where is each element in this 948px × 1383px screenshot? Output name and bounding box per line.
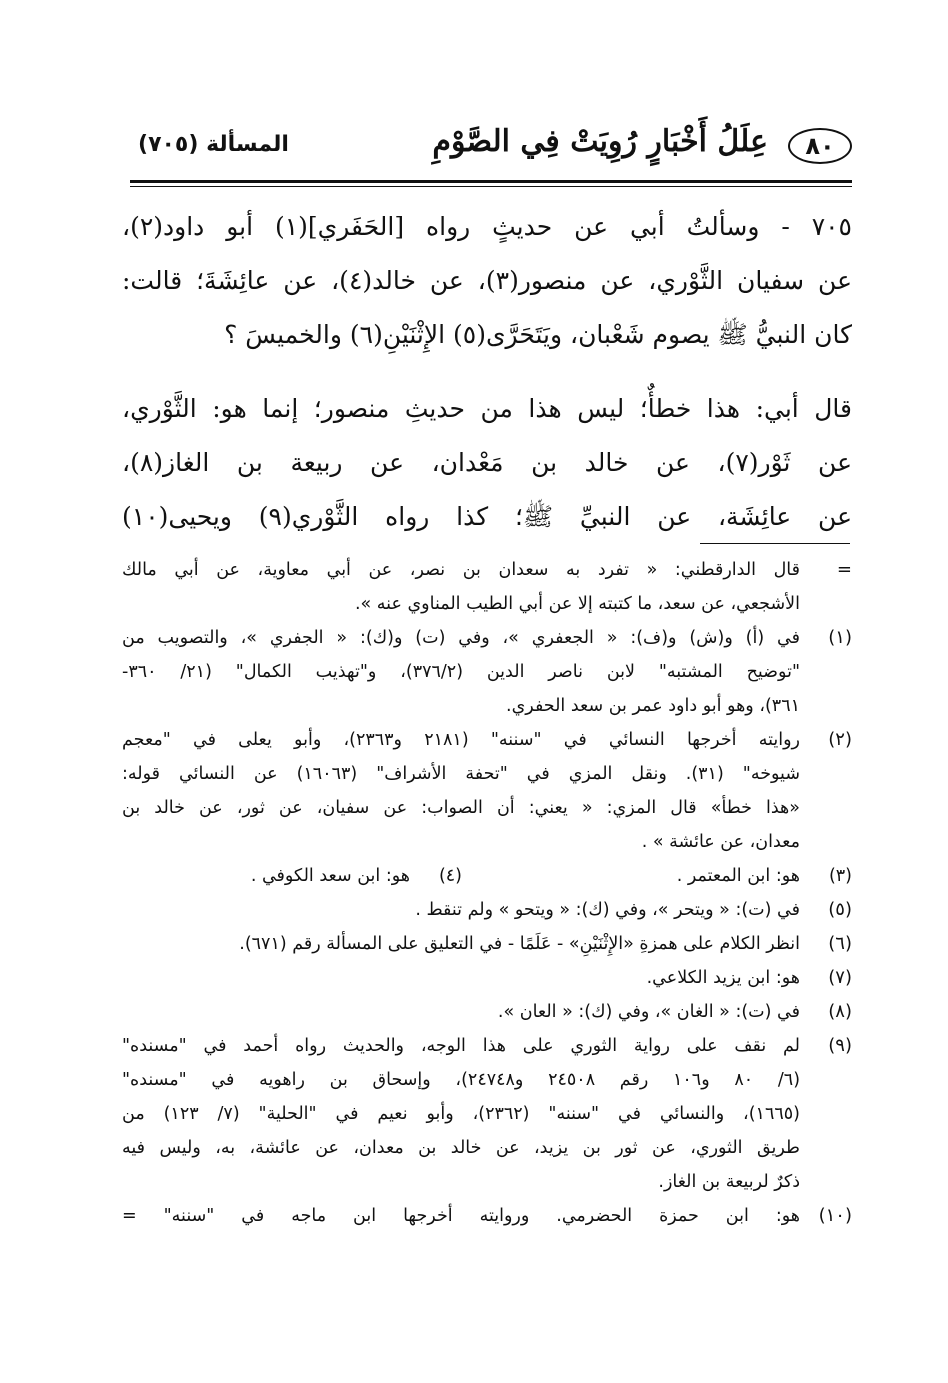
main-line: عن سفيان الثَّوْري، عن منصور(٣)، عن خالد(٤)، عن عائِشَةَ؛ قالت: <box>122 266 852 295</box>
footnote-mark: (١) <box>828 627 852 648</box>
footnote-mark: (٤) <box>438 866 462 886</box>
footnote-line: في (ت): « الغان »، وفي (ك): « العان ». <box>497 1002 800 1022</box>
footnote-separator <box>700 543 850 544</box>
issue-label: المسألة (٧٠٥) <box>138 132 289 157</box>
footnote-line: روايته أخرجها النسائي في "سننه" (٢١٨١ و٢٣٦٣)، وأبو يعلى في "معجم <box>122 730 800 750</box>
main-text <box>122 200 852 544</box>
running-header <box>130 120 852 176</box>
footnote-mark: = <box>836 559 852 580</box>
footnote-line: طريق الثوري، عن ثور بن يزيد، عن خالد بن معدان، عن عائشة، به، وليس فيه <box>122 1138 800 1158</box>
footnote-line: (١٦٦٥)، والنسائي في "سننه" (٢٣٦٢)، وأبو نعيم في "الحلية" (٧/ ١٢٣) من <box>122 1104 800 1124</box>
footnote-10 <box>122 1199 852 1233</box>
footnote-mark: (٣) <box>828 866 852 886</box>
running-title: عِلَلُ أَخْبَارٍ رُوِيَتْ فِي الصَّوْمِ <box>432 124 768 159</box>
footnote-mark: (٥) <box>828 899 852 920</box>
footnote-text: هو: ابن سعد الكوفي . <box>250 866 410 886</box>
footnote-mark: (٩) <box>828 1035 852 1056</box>
footnote-line: «هذا خطأ» قال المزي: « يعني: أن الصواب: عن سفيان، عن ثور، عن خالد بن <box>122 798 800 818</box>
footnote-line: في (أ) و(ش) و(ف): « الجعفري »، وفي (ت) و(ك): « الجفري »، والتصويب من <box>122 628 800 648</box>
footnote-mark: (٧) <box>828 967 852 988</box>
page-number: ٨٠ <box>788 128 852 164</box>
main-line: قال أبي: هذا خطأٌ؛ ليس هذا من حديثِ منصور؛ إنما هو: الثَّوْري، <box>122 394 852 423</box>
main-line: عن ثَوْر(٧)، عن خالد بن مَعْدان، عن ربيعة بن الغاز(٨)، <box>122 448 852 477</box>
footnote-1 <box>122 621 852 723</box>
footnote-8 <box>122 995 852 1029</box>
footnote-3-4 <box>122 859 852 893</box>
footnote-line: هو: ابن حمزة الحضرمي. وروايته أخرجها ابن ماجه في "سننه" = <box>122 1206 800 1226</box>
footnote-continuation <box>122 553 852 621</box>
footnote-line: (٦/ ٨٠ و١٠٦ رقم ٢٤٥٠٨ و٢٤٧٤٨)، وإسحاق بن راهويه في "مسنده" <box>122 1070 800 1090</box>
footnote-line: شيوخه" (٣١). ونقل المزي في "تحفة الأشراف" (١٦٠٦٣) عن النسائي قوله: <box>122 764 800 784</box>
footnote-9 <box>122 1029 852 1199</box>
footnote-mark: (٨) <box>828 1001 852 1022</box>
footnote-3 <box>677 859 852 893</box>
main-line: كان النبيُّ ﷺ يصوم شَعْبان، ويَتَحَرَّى(٥) الإِثْنَيْنِ(٦) والخميسَ ؟ <box>224 320 852 349</box>
footnote-line: قال الدارقطني: « تفرد به سعدان بن نصر، عن أبي معاوية، عن أبي مالك <box>122 560 800 580</box>
footnotes <box>122 553 852 1233</box>
footnote-line: لم نقف على رواية الثوري على هذا الوجه، والحديث رواه أحمد في "مسنده" <box>122 1036 800 1056</box>
main-line: عن عائِشَة، عن النبيِّ ﷺ؛ كذا رواه الثَّوْري(٩) ويحيى(١٠) <box>122 502 852 531</box>
footnote-mark: (٦) <box>828 933 852 954</box>
footnote-line: هو: ابن يزيد الكلاعي. <box>646 968 800 988</box>
footnote-4 <box>251 859 462 893</box>
footnote-mark: (١٠) <box>818 1205 852 1226</box>
header-rule-thick <box>130 180 852 183</box>
footnote-line: ٣٦١)، وهو أبو داود عمر بن سعد الحفري. <box>506 696 800 716</box>
footnote-text: هو: ابن المعتمر . <box>676 866 800 886</box>
footnote-line: "توضيح المشتبه" لابن ناصر الدين (٣٧٦/٢)، و"تهذيب الكمال" (٢١/ ٣٦٠- <box>122 662 800 682</box>
main-line: ٧٠٥ - وسألتُ أبي عن حديثٍ رواه [الحَفَري](١) أبو داود(٢)، <box>122 212 852 241</box>
footnote-line: الأشجعي، عن سعد، ما كتبته إلا عن أبي الطيب المناوي عنه ». <box>354 594 800 614</box>
footnote-mark: (٢) <box>828 729 852 750</box>
footnote-5 <box>122 893 852 927</box>
footnote-line: معدان، عن عائشة » . <box>641 832 800 852</box>
header-rule-thin <box>130 186 852 187</box>
footnote-line: في (ت): « ويتحر »، وفي (ك): « ويتحو » ولم تنقط . <box>415 900 800 920</box>
footnote-7 <box>122 961 852 995</box>
footnote-6 <box>122 927 852 961</box>
footnote-line: انظر الكلام على همزةِ «الإِثْنَيْنِ» - عَلَمًا - في التعليق على المسألة رقم (٦٧١). <box>239 934 800 954</box>
footnote-line: ذكرٌ لربيعة بن الغاز. <box>658 1172 800 1192</box>
footnote-2 <box>122 723 852 859</box>
